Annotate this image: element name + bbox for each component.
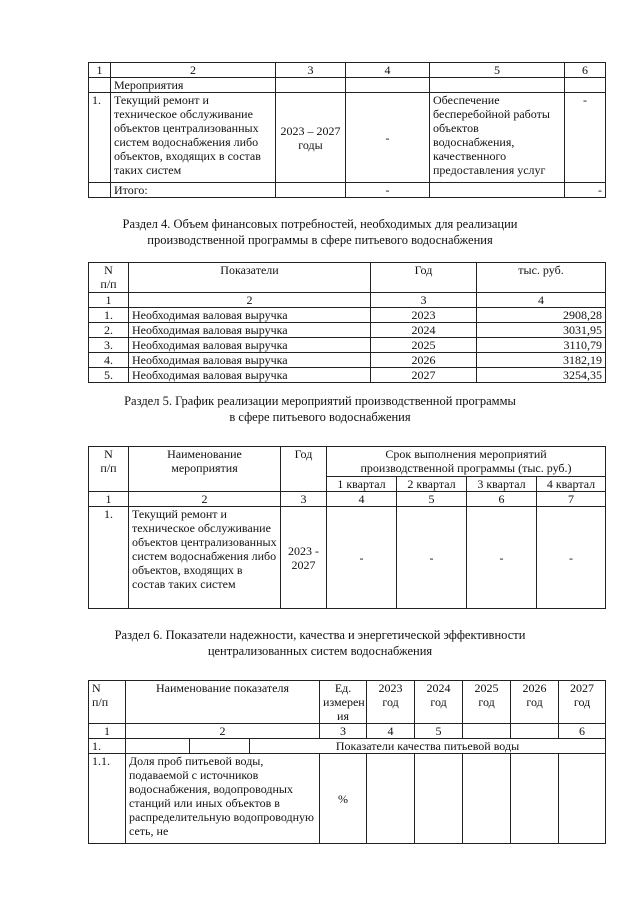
header-num: N п/п [89, 263, 129, 293]
header-unit: Ед. измерен ия [320, 681, 367, 724]
header-cell: 3 [276, 63, 346, 78]
header-q3: 3 квартал [467, 477, 537, 492]
table-row: 5. Необходимая валовая выручка 2027 3254,35 [89, 368, 606, 383]
index-row: 1 2 3 4 [89, 293, 606, 308]
group-num: 1. [89, 739, 126, 754]
table-header-row [89, 263, 606, 293]
total-col4: - [346, 183, 430, 198]
index-row: 1 2 3 4 5 6 [89, 724, 606, 739]
group-title: Показатели качества питьевой воды [250, 739, 606, 754]
header-2026: 2026 год [511, 681, 559, 724]
activities-table [88, 62, 606, 198]
activity-col6: - [565, 93, 606, 183]
indicator-unit: % [320, 754, 367, 844]
financial-needs-table [88, 262, 606, 383]
index-row: 1 2 3 4 5 6 7 [89, 492, 606, 507]
row-number: 1. [89, 93, 111, 183]
header-cell: 1 [89, 63, 111, 78]
header-2023: 2023 год [367, 681, 415, 724]
header-2027: 2027 год [559, 681, 606, 724]
table-row [89, 754, 606, 844]
table-row: 1. Текущий ремонт и техническое обслуживание объектов централизованных систем водоснабжения либо объектов, входящих в состав таких систем 2023 - 2027 - - - - [89, 507, 606, 609]
header-cell: 2 [111, 63, 276, 78]
table-row: 4. Необходимая валовая выручка 2026 3182,19 [89, 353, 606, 368]
header-term: Срок выполнения мероприятий производственной программы (тыс. руб.) [327, 447, 606, 477]
header-year: Год [281, 447, 327, 492]
activity-col4: - [346, 93, 430, 183]
activity-goal: Обеспечение бесперебойной работы объектов водоснабжения, качественного предоставления услуг [430, 93, 565, 183]
header-indicator: Показатели [129, 263, 371, 293]
section-label-row [89, 78, 606, 93]
activity-name: Текущий ремонт и техническое обслуживание объектов централизованных систем водоснабжения либо объектов, входящих в состав таких систем [111, 93, 276, 183]
table-row: 1. Необходимая валовая выручка 2023 2908,28 [89, 308, 606, 323]
reliability-indicators-table [88, 680, 606, 844]
group-row [89, 739, 606, 754]
header-num: N п/п [89, 447, 129, 492]
header-cell: 4 [346, 63, 430, 78]
schedule-table [88, 446, 606, 609]
table-header-row [89, 63, 606, 78]
activity-period: 2023 – 2027 годы [276, 93, 346, 183]
total-label: Итого: [111, 183, 276, 198]
header-activity-name: Наименование мероприятия [129, 447, 281, 492]
row-number: 1.1. [89, 754, 126, 844]
total-row [89, 183, 606, 198]
header-2024: 2024 год [415, 681, 463, 724]
table-header-row [89, 681, 606, 724]
activity-name: Текущий ремонт и техническое обслуживание объектов централизованных систем водоснабжения либо объектов, входящих в состав таких систем [129, 507, 281, 609]
header-cell: 5 [430, 63, 565, 78]
header-amount: тыс. руб. [477, 263, 606, 293]
header-q1: 1 квартал [327, 477, 397, 492]
header-year: Год [371, 263, 477, 293]
section-label: Мероприятия [111, 78, 276, 93]
header-num: N п/п [89, 681, 126, 724]
header-2025: 2025 год [463, 681, 511, 724]
header-cell: 6 [565, 63, 606, 78]
section-4-heading: Раздел 4. Объем финансовых потребностей, необходимых для реализации производственной программы в сфере питьевого водоснабжения [122, 217, 518, 247]
table-row [89, 93, 606, 183]
indicator-name: Доля проб питьевой воды, подаваемой с источников водоснабжения, водопроводных станций или иных объектов в распределительную водопроводную сеть, не [126, 754, 320, 844]
table-row: 2. Необходимая валовая выручка 2024 3031,95 [89, 323, 606, 338]
table-header-row [89, 447, 606, 477]
activity-year: 2023 - 2027 [281, 507, 327, 609]
table-row: 3. Необходимая валовая выручка 2025 3110,79 [89, 338, 606, 353]
section-6-heading: Раздел 6. Показатели надежности, качества и энергетической эффективности централизованных систем водоснабжения [114, 628, 526, 658]
total-col6: - [565, 183, 606, 198]
header-indicator-name: Наименование показателя [126, 681, 320, 724]
header-q4: 4 квартал [537, 477, 606, 492]
section-5-heading: Раздел 5. График реализации мероприятий производственной программы в сфере питьевого водоснабжения [124, 394, 516, 424]
header-q2: 2 квартал [397, 477, 467, 492]
